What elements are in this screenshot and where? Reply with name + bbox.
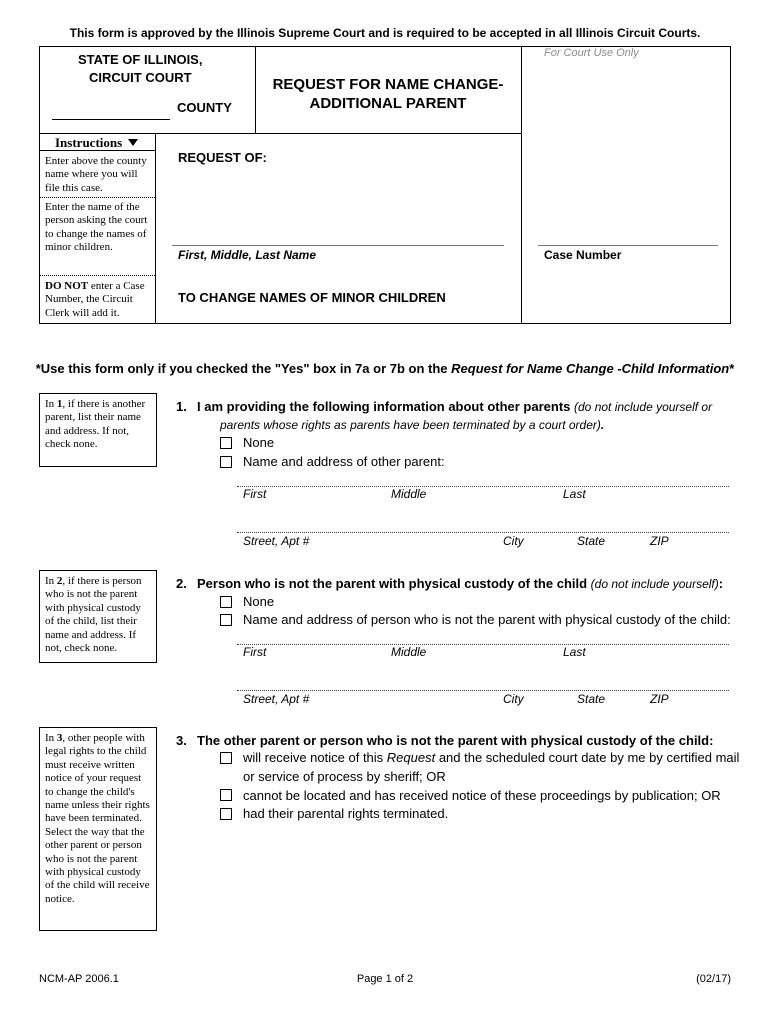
circuit-court-label: CIRCUIT COURT [89, 70, 192, 85]
q1-name-address-label: Name and address of other parent: [243, 454, 445, 469]
q3-number: 3. [176, 733, 187, 748]
court-use-label: For Court Use Only [544, 47, 639, 59]
q1-heading-cont: parents whose rights as parents have been terminated by a court order). [220, 418, 605, 432]
q1-none-checkbox[interactable] [220, 437, 232, 449]
name-field-label: First, Middle, Last Name [178, 248, 317, 262]
form-code: NCM-AP 2006.1 [39, 973, 119, 985]
q3-terminated-label: had their parental rights terminated. [243, 806, 449, 821]
q2-heading: Person who is not the parent with physical custody of the child (do not include yourself): [197, 576, 724, 591]
q2-zip-label: ZIP [650, 692, 669, 706]
q3-certified-mail-label: will receive notice of this Request and the scheduled court date by me by certified mail [243, 750, 740, 765]
to-change-names-label: TO CHANGE NAMES OF MINOR CHILDREN [178, 290, 446, 305]
instruction-county: Enter above the county name where you will file this case. [45, 155, 147, 194]
q3-certified-mail-checkbox[interactable] [220, 752, 232, 764]
q1-zip-label: ZIP [650, 534, 669, 548]
case-number-label: Case Number [544, 248, 622, 262]
q1-city-label: City [503, 534, 524, 548]
q2-street-label: Street, Apt # [243, 692, 310, 706]
page-number: Page 1 of 2 [356, 973, 414, 985]
q1-name-address-checkbox[interactable] [220, 456, 232, 468]
q2-name-line[interactable] [237, 644, 729, 645]
q1-street-label: Street, Apt # [243, 534, 310, 548]
instruction-name: Enter the name of the person asking the court to change the names of minor children. [45, 201, 148, 254]
q3-publication-label: cannot be located and has received notice of these proceedings by publication; OR [243, 788, 721, 803]
q1-middle-label: Middle [391, 487, 427, 501]
q1-name-line[interactable] [237, 486, 729, 487]
q2-state-label: State [577, 692, 606, 706]
form-title [255, 75, 521, 113]
q2-middle-label: Middle [391, 645, 427, 659]
q1-none-label: None [243, 435, 275, 450]
q2-first-label: First [243, 645, 267, 659]
form-title-line2: ADDITIONAL PARENT [309, 95, 467, 112]
q3-certified-mail-label-cont: or service of process by sheriff; OR [243, 769, 446, 784]
q1-heading: I am providing the following information about other parents (do not include yourself or [197, 399, 713, 414]
form-title-line1: REQUEST FOR NAME CHANGE- [272, 76, 504, 93]
q3-heading: The other parent or person who is not the parent with physical custody of the child: [197, 733, 714, 748]
q2-name-address-label: Name and address of person who is not the parent with physical custody of the child: [243, 612, 731, 627]
side-instruction-3: In 3, other people with legal rights to the child must receive written notice of your request to change the child's name unless their rights have been terminated. Select the way that the other parent or person who is not the parent with physical custody of the child will receive notice. [39, 727, 157, 931]
q1-address-line[interactable] [237, 532, 729, 533]
q1-state-label: State [577, 534, 606, 548]
instructions-label: Instructions [55, 135, 123, 150]
q1-last-label: Last [563, 487, 586, 501]
court-use-divider [521, 46, 522, 324]
instruction-case-number: DO NOT enter a Case Number, the Circuit Clerk will add it. [45, 280, 145, 319]
side-instruction-2: In 2, if there is person who is not the parent with physical custody of the child, list their name and address. If not, check none. [39, 570, 157, 663]
use-form-note: *Use this form only if you checked the "Yes" box in 7a or 7b on the Request for Name Change -Child Information* [35, 361, 735, 376]
q1-number: 1. [176, 399, 187, 414]
q3-terminated-checkbox[interactable] [220, 808, 232, 820]
form-revision-date: (02/17) [696, 973, 731, 985]
state-label: STATE OF ILLINOIS, [78, 52, 203, 67]
q2-none-checkbox[interactable] [220, 596, 232, 608]
q2-name-address-checkbox[interactable] [220, 614, 232, 626]
petitioner-name-line[interactable] [172, 245, 504, 246]
q2-last-label: Last [563, 645, 586, 659]
request-of-label: REQUEST OF: [178, 150, 267, 165]
q2-none-label: None [243, 594, 275, 609]
q2-address-line[interactable] [237, 690, 729, 691]
approval-notice: This form is approved by the Illinois Supreme Court and is required to be accepted in all Illinois Circuit Courts. [69, 26, 701, 40]
triangle-down-icon [128, 139, 138, 147]
county-label: COUNTY [177, 100, 232, 115]
do-not-emphasis: DO NOT [45, 280, 89, 292]
case-number-line[interactable] [538, 245, 718, 246]
q1-first-label: First [243, 487, 267, 501]
instructions-column [39, 133, 156, 324]
side-instruction-1: In 1, if there is another parent, list their name and address. If not, check none. [39, 393, 157, 467]
q2-number: 2. [176, 576, 187, 591]
q3-publication-checkbox[interactable] [220, 789, 232, 801]
county-name-line[interactable] [52, 119, 170, 120]
q2-city-label: City [503, 692, 524, 706]
